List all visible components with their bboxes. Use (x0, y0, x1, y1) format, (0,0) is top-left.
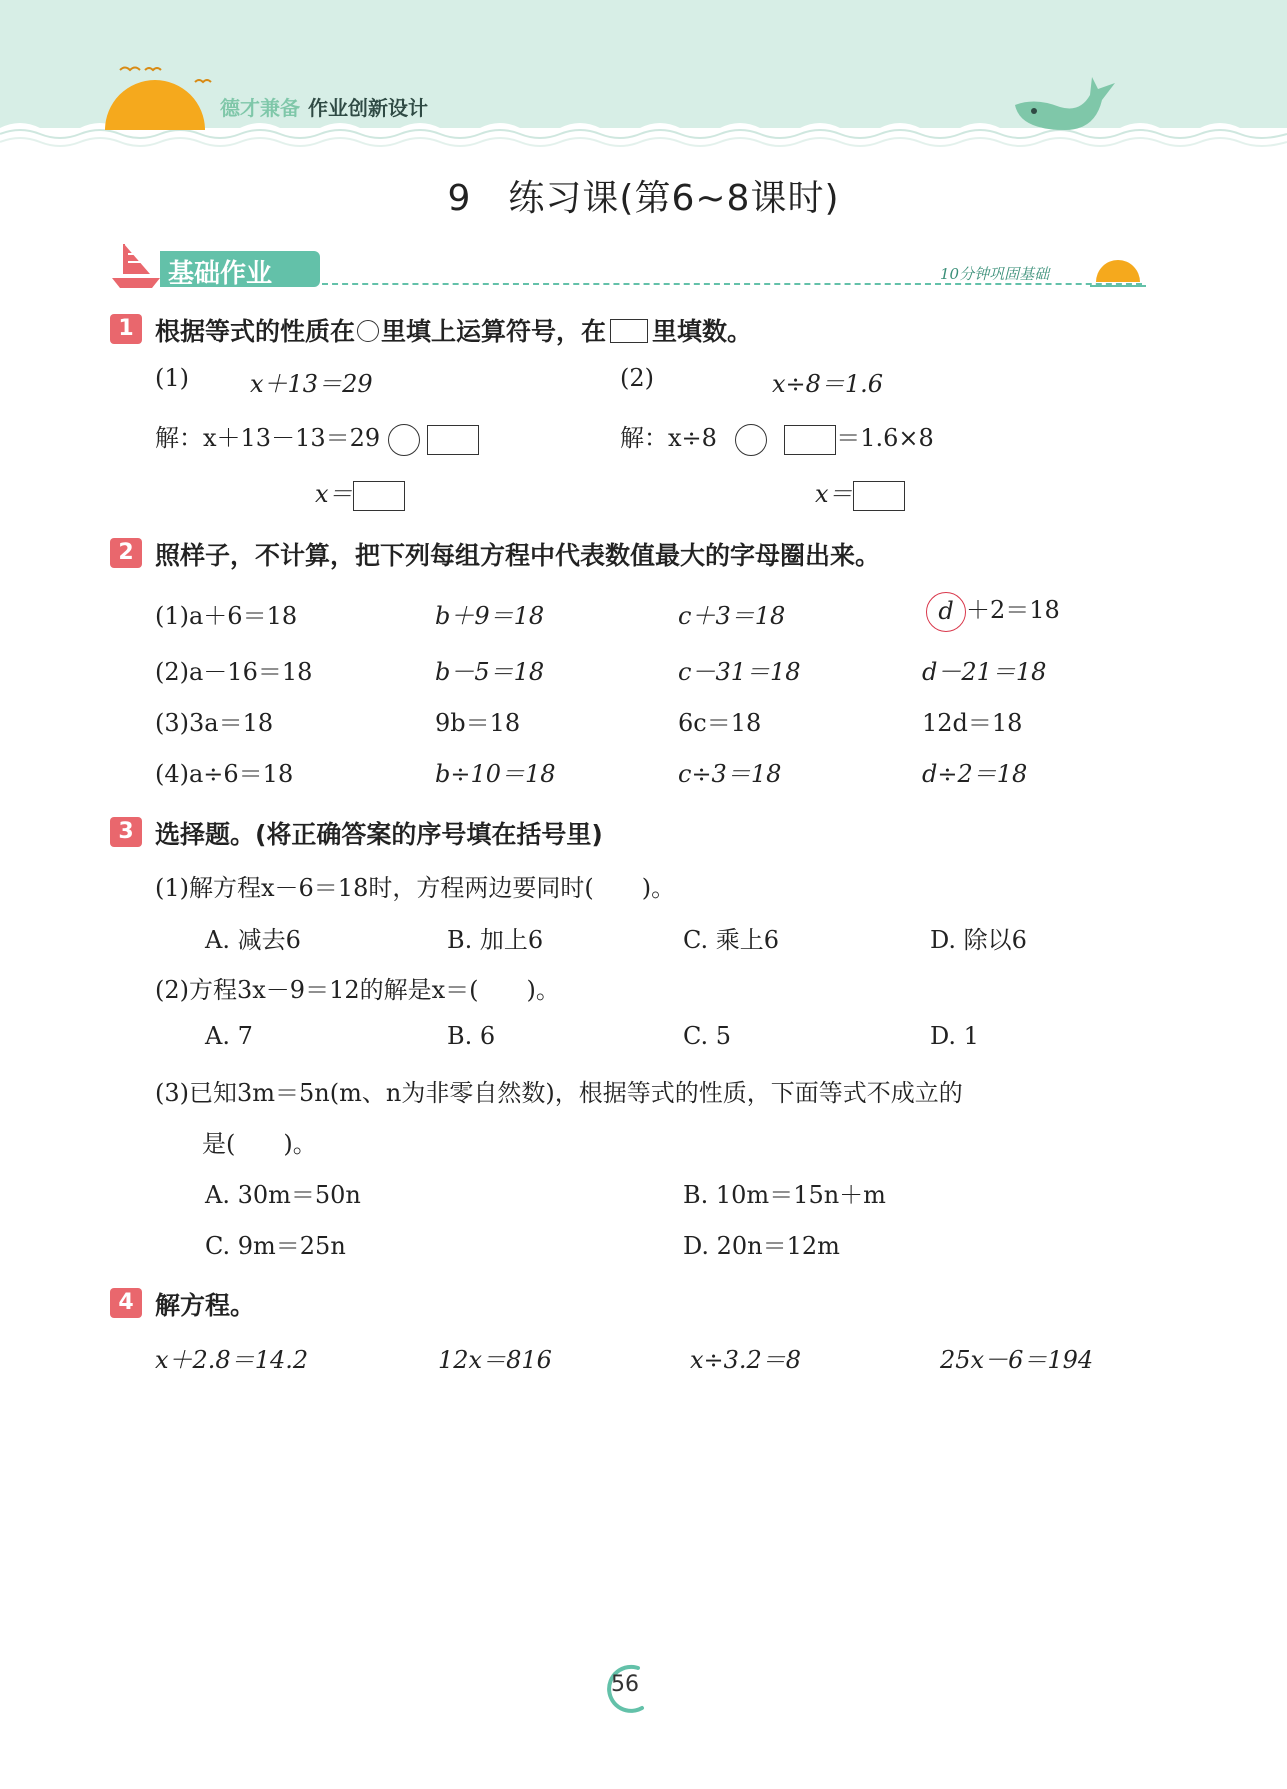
q3-sub2-opt-d: D. 1 (930, 1022, 979, 1050)
question-3-text: 选择题。(将正确答案的序号填在括号里) (155, 820, 603, 849)
brand (220, 92, 428, 121)
box-symbol-icon (610, 319, 648, 343)
q1-part2-rhs: ＝1.6×8 (836, 424, 934, 452)
q2-r4-c4: d÷2＝18 (922, 760, 1028, 788)
brand-green: 德才兼备 (220, 96, 300, 120)
q3-sub1-opt-b: B. 加上6 (447, 926, 544, 954)
page-number: 56 (611, 1672, 639, 1697)
q3-sub1: (1)解方程x－6＝18时，方程两边要同时( )。 (155, 874, 676, 902)
small-sun-icon (1090, 252, 1146, 292)
q4-eq-2: 12x＝816 (438, 1346, 552, 1374)
q2-r2-c2: b－5＝18 (435, 658, 545, 686)
q2-r3-c4: 12d＝18 (922, 709, 1023, 737)
q3-sub1-opt-d: D. 除以6 (930, 926, 1027, 954)
q2-r3-c3: 6c＝18 (678, 709, 762, 737)
q2-r4-c2: b÷10＝18 (435, 760, 556, 788)
q1-part1-solution-text: 解：x＋13－13＝29 (155, 424, 381, 452)
q1-part1-label: (1) (155, 364, 189, 392)
q2-r1-c4-text: ＋2＝18 (966, 596, 1060, 624)
question-1-text (155, 312, 752, 348)
q3-sub3-opt-d: D. 20n＝12m (683, 1232, 840, 1260)
q3-sub3-opt-c: C. 9m＝25n (205, 1232, 346, 1260)
whale-icon (1010, 75, 1120, 135)
q2-r3-c1: (3)3a＝18 (155, 709, 274, 737)
q4-eq-4: 25x－6＝194 (940, 1346, 1094, 1374)
q2-r2-c3: c－31＝18 (678, 658, 801, 686)
question-number: 4 (110, 1288, 142, 1318)
q2-r2-c1: (2)a－16＝18 (155, 658, 313, 686)
q3-sub2-opt-a: A. 7 (205, 1022, 253, 1050)
page-title: 9 练习课(第6~8课时) (447, 178, 840, 219)
q1-part1-equation: x＋13＝29 (250, 370, 373, 398)
q1-text-a: 根据等式的性质在 (155, 317, 356, 346)
q1-text-c: 里填数。 (652, 317, 753, 346)
q2-r1-c1: (1)a＋6＝18 (155, 602, 298, 630)
q4-eq-3: x÷3.2＝8 (690, 1346, 802, 1374)
question-4-text: 解方程。 (155, 1291, 256, 1320)
answer-box-input[interactable] (853, 481, 905, 511)
q3-sub1-opt-c: C. 乘上6 (683, 926, 780, 954)
circled-answer: d (926, 592, 966, 632)
operator-circle-input[interactable] (388, 424, 420, 456)
q3-sub2: (2)方程3x－9＝12的解是x＝( )。 (155, 976, 560, 1004)
boat-icon (110, 240, 162, 290)
q2-r1-c2: b＋9＝18 (435, 602, 545, 630)
q1-part2-solution-text: 解：x÷8 (620, 424, 717, 452)
q4-eq-1: x＋2.8＝14.2 (155, 1346, 309, 1374)
q1-part2-x-label: x＝ (815, 480, 853, 508)
q2-r1-c3: c＋3＝18 (678, 602, 786, 630)
q2-r1-c4 (926, 590, 1060, 632)
q2-r2-c4: d－21＝18 (922, 658, 1047, 686)
question-2-text: 照样子，不计算，把下列每组方程中代表数值最大的字母圈出来。 (155, 541, 881, 570)
q3-sub3-cont: 是( )。 (202, 1130, 317, 1158)
q3-sub2-opt-c: C. 5 (683, 1022, 732, 1050)
question-number: 1 (110, 314, 142, 344)
q2-r4-c3: c÷3＝18 (678, 760, 782, 788)
question-number: 3 (110, 817, 142, 847)
q1-text-b: 里填上运算符号，在 (381, 317, 607, 346)
brand-dark: 作业创新设计 (308, 96, 428, 120)
q1-part2-solution (620, 418, 934, 456)
q3-sub3-opt-b: B. 10m＝15n＋m (683, 1181, 886, 1209)
answer-box-input[interactable] (353, 481, 405, 511)
q1-part2-label: (2) (620, 364, 654, 392)
q3-sub3: (3)已知3m＝5n(m、n为非零自然数)，根据等式的性质，下面等式不成立的 (155, 1079, 963, 1107)
number-box-input[interactable] (784, 425, 836, 455)
q1-part1-solution (155, 418, 479, 456)
operator-circle-input[interactable] (735, 424, 767, 456)
birds-icon (140, 60, 220, 90)
q3-sub3-opt-a: A. 30m＝50n (205, 1181, 361, 1209)
q1-part1-answer (315, 474, 405, 511)
q2-r4-c1: (4)a÷6＝18 (155, 760, 294, 788)
q1-part1-x-label: x＝ (315, 480, 353, 508)
section-label: 基础作业 (168, 259, 273, 289)
question-number: 2 (110, 538, 142, 568)
q2-r3-c2: 9b＝18 (435, 709, 521, 737)
q3-sub1-opt-a: A. 减去6 (205, 926, 301, 954)
number-box-input[interactable] (427, 425, 479, 455)
q1-part2-equation: x÷8＝1.6 (772, 370, 884, 398)
circle-symbol-icon (357, 320, 379, 342)
q1-part2-answer (815, 474, 905, 511)
section-right-label: 10分钟巩固基础 (940, 265, 1050, 283)
q3-sub2-opt-b: B. 6 (447, 1022, 496, 1050)
